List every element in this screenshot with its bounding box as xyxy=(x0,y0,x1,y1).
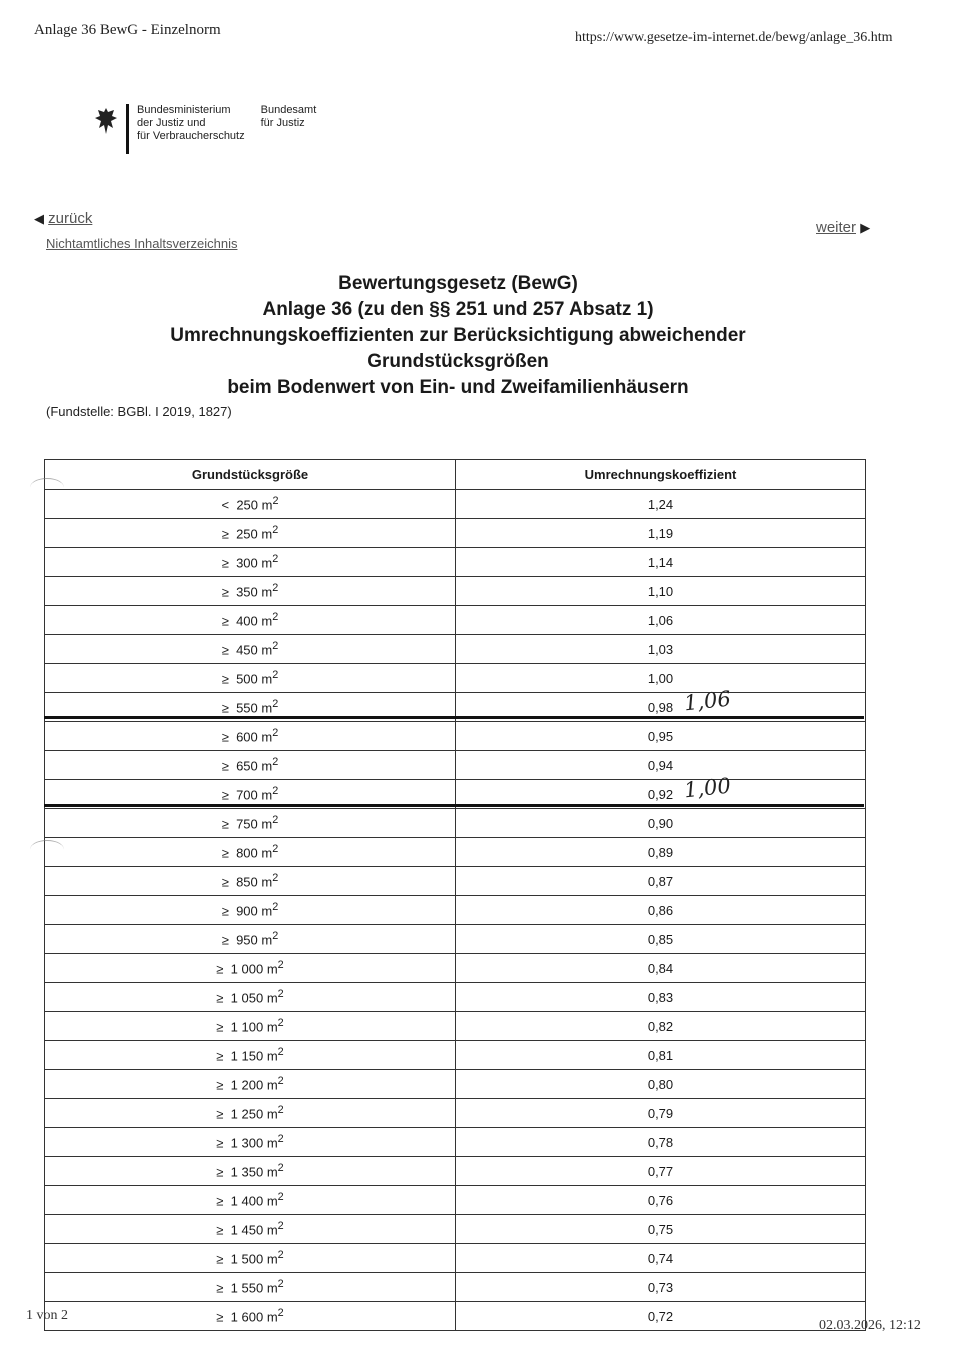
size-unit: m xyxy=(261,613,273,629)
size-unit: m xyxy=(266,961,278,977)
size-value: 1 100 xyxy=(230,1019,264,1035)
unit-exponent: 2 xyxy=(277,1249,284,1262)
size-operator: ≥ xyxy=(216,990,224,1006)
table-row xyxy=(45,838,866,867)
size-unit: m xyxy=(261,555,273,571)
table-row xyxy=(45,490,866,519)
title-line-5: beim Bodenwert von Ein- und Zweifamilienhäusern xyxy=(227,377,689,398)
size-cell xyxy=(45,1041,456,1070)
table-row xyxy=(45,925,866,954)
unit-exponent: 2 xyxy=(272,582,279,595)
size-value: 450 xyxy=(236,642,258,658)
coefficient-value: 0,92 xyxy=(647,786,674,802)
unit-exponent: 2 xyxy=(277,1133,284,1146)
handwritten-note: 1,00 xyxy=(682,773,732,803)
size-unit: m xyxy=(261,787,273,803)
size-operator: ≥ xyxy=(221,903,229,919)
size-cell xyxy=(45,1012,456,1041)
coefficient-value: 0,86 xyxy=(647,902,674,918)
back-link[interactable]: zurück xyxy=(48,210,93,227)
size-operator: ≥ xyxy=(221,526,229,542)
eagle-icon xyxy=(94,106,118,136)
unit-exponent: 2 xyxy=(272,814,279,827)
coefficient-value: 0,80 xyxy=(647,1076,674,1092)
punch-hole-top xyxy=(30,478,64,497)
size-unit: m xyxy=(266,1251,278,1267)
size-cell xyxy=(45,722,456,751)
coefficient-cell xyxy=(456,1273,866,1302)
table-row xyxy=(45,635,866,664)
size-unit: m xyxy=(261,671,273,687)
size-unit: m xyxy=(266,1077,278,1093)
unit-exponent: 2 xyxy=(277,1046,284,1059)
size-value: 900 xyxy=(236,903,258,919)
size-value: 1 150 xyxy=(230,1048,264,1064)
size-unit: m xyxy=(266,1309,278,1325)
unit-exponent: 2 xyxy=(272,698,279,711)
coefficient-value: 0,78 xyxy=(647,1134,674,1150)
unit-exponent: 2 xyxy=(272,756,279,769)
coefficient-cell xyxy=(456,548,866,577)
size-operator: ≥ xyxy=(221,729,229,745)
unit-exponent: 2 xyxy=(272,727,279,740)
arrow-right-icon: ▶ xyxy=(860,220,871,235)
size-unit: m xyxy=(266,1280,278,1296)
size-cell xyxy=(45,1273,456,1302)
size-operator: ≥ xyxy=(221,671,229,687)
size-unit: m xyxy=(261,758,273,774)
size-cell xyxy=(45,577,456,606)
title-line-4: Grundstücksgrößen xyxy=(367,351,549,372)
unit-exponent: 2 xyxy=(277,1075,284,1088)
table-row xyxy=(45,1244,866,1273)
header-size: Grundstücksgröße xyxy=(45,460,456,490)
punch-hole-bottom xyxy=(30,840,64,859)
size-unit: m xyxy=(261,526,273,542)
size-operator: ≥ xyxy=(216,1222,224,1238)
size-unit: m xyxy=(266,1135,278,1151)
size-cell xyxy=(45,925,456,954)
unit-exponent: 2 xyxy=(272,872,279,885)
size-value: 550 xyxy=(236,700,258,716)
table-row xyxy=(45,1070,866,1099)
coefficient-value: 0,73 xyxy=(647,1279,674,1295)
size-cell xyxy=(45,867,456,896)
coefficient-cell xyxy=(456,722,866,751)
table-row xyxy=(45,1157,866,1186)
coefficient-cell xyxy=(456,1157,866,1186)
table-row xyxy=(45,519,866,548)
next-link[interactable]: weiter xyxy=(816,219,857,236)
coefficient-cell xyxy=(456,925,866,954)
size-operator: ≥ xyxy=(221,816,229,832)
table-row xyxy=(45,722,866,751)
size-cell xyxy=(45,983,456,1012)
size-unit: m xyxy=(266,1193,278,1209)
table-row xyxy=(45,1302,866,1331)
coefficient-value: 0,90 xyxy=(647,815,674,831)
size-operator: ≥ xyxy=(221,584,229,600)
coefficient-cell xyxy=(456,751,866,780)
size-cell xyxy=(45,1099,456,1128)
size-operator: ≥ xyxy=(216,1164,224,1180)
size-value: 1 350 xyxy=(230,1164,264,1180)
unit-exponent: 2 xyxy=(272,553,279,566)
size-operator: ≥ xyxy=(221,787,229,803)
size-cell xyxy=(45,1157,456,1186)
coefficient-cell xyxy=(456,1070,866,1099)
coefficient-value: 0,89 xyxy=(647,844,674,860)
size-value: 1 300 xyxy=(230,1135,264,1151)
fundstelle: (Fundstelle: BGBl. I 2019, 1827) xyxy=(46,404,232,419)
size-operator: ≥ xyxy=(221,874,229,890)
size-operator: ≥ xyxy=(221,555,229,571)
size-unit: m xyxy=(261,584,273,600)
size-value: 1 550 xyxy=(230,1280,264,1296)
size-operator: ≥ xyxy=(216,961,224,977)
size-value: 750 xyxy=(236,816,258,832)
coefficient-cell xyxy=(456,606,866,635)
unit-exponent: 2 xyxy=(272,669,279,682)
size-value: 350 xyxy=(236,584,258,600)
coefficient-value: 0,87 xyxy=(647,873,674,889)
unit-exponent: 2 xyxy=(277,1307,284,1320)
size-unit: m xyxy=(266,1019,278,1035)
coefficient-value: 0,77 xyxy=(647,1163,674,1179)
size-operator: ≥ xyxy=(221,700,229,716)
size-cell xyxy=(45,1244,456,1273)
size-unit: m xyxy=(266,1048,278,1064)
unit-exponent: 2 xyxy=(277,1162,284,1175)
size-operator: ≥ xyxy=(216,1135,224,1151)
size-unit: m xyxy=(261,874,273,890)
size-unit: m xyxy=(266,990,278,1006)
size-operator: ≥ xyxy=(216,1280,224,1296)
arrow-left-icon: ◀ xyxy=(34,211,44,226)
size-operator: ≥ xyxy=(221,758,229,774)
size-operator: ≥ xyxy=(216,1309,224,1325)
coefficient-value: 1,06 xyxy=(647,612,674,628)
coefficient-cell xyxy=(456,809,866,838)
size-cell xyxy=(45,519,456,548)
table-row xyxy=(45,1215,866,1244)
next-nav[interactable] xyxy=(816,219,870,236)
handwritten-line-700 xyxy=(44,804,864,807)
unit-exponent: 2 xyxy=(272,930,279,943)
table-row xyxy=(45,1099,866,1128)
size-value: 800 xyxy=(236,845,258,861)
unit-exponent: 2 xyxy=(272,901,279,914)
size-cell xyxy=(45,809,456,838)
coefficient-cell xyxy=(456,635,866,664)
unit-exponent: 2 xyxy=(272,843,279,856)
coefficient-cell xyxy=(456,1041,866,1070)
unit-exponent: 2 xyxy=(277,1278,284,1291)
size-operator: ≥ xyxy=(216,1251,224,1267)
size-operator: ≥ xyxy=(216,1193,224,1209)
size-operator: ≥ xyxy=(221,642,229,658)
header-coefficient: Umrechnungskoeffizient xyxy=(456,460,866,490)
unit-exponent: 2 xyxy=(277,959,284,972)
size-value: 850 xyxy=(236,874,258,890)
coefficient-cell xyxy=(456,838,866,867)
coefficient-cell xyxy=(456,896,866,925)
size-unit: m xyxy=(261,642,273,658)
size-operator: ≥ xyxy=(216,1019,224,1035)
size-operator: ≥ xyxy=(216,1106,224,1122)
logo-divider xyxy=(126,104,129,154)
coefficient-value: 1,10 xyxy=(647,583,674,599)
coefficient-cell xyxy=(456,577,866,606)
size-cell xyxy=(45,896,456,925)
size-value: 1 250 xyxy=(230,1106,264,1122)
unit-exponent: 2 xyxy=(272,785,279,798)
table-row xyxy=(45,1041,866,1070)
unit-exponent: 2 xyxy=(277,1104,284,1117)
table-row xyxy=(45,1273,866,1302)
size-cell xyxy=(45,954,456,983)
coefficient-cell xyxy=(456,1215,866,1244)
size-value: 500 xyxy=(236,671,258,687)
page-title xyxy=(100,271,816,401)
size-cell xyxy=(45,1186,456,1215)
size-value: 1 050 xyxy=(230,990,264,1006)
size-operator: ≥ xyxy=(221,613,229,629)
unit-exponent: 2 xyxy=(277,1191,284,1204)
size-cell xyxy=(45,751,456,780)
size-cell xyxy=(45,1302,456,1331)
table-row xyxy=(45,983,866,1012)
size-cell xyxy=(45,664,456,693)
coefficient-value: 1,24 xyxy=(647,496,674,512)
coefficient-cell xyxy=(456,867,866,896)
unit-exponent: 2 xyxy=(272,611,279,624)
coefficient-value: 0,79 xyxy=(647,1105,674,1121)
size-operator: ≥ xyxy=(216,1048,224,1064)
coefficient-cell xyxy=(456,664,866,693)
size-cell xyxy=(45,838,456,867)
size-operator: ≥ xyxy=(221,845,229,861)
coefficient-value: 0,82 xyxy=(647,1018,674,1034)
coefficient-value: 0,85 xyxy=(647,931,674,947)
table-row xyxy=(45,1012,866,1041)
coefficient-value: 0,95 xyxy=(647,728,674,744)
size-unit: m xyxy=(261,903,273,919)
size-unit: m xyxy=(261,700,273,716)
coefficient-value: 0,98 xyxy=(647,699,674,715)
size-value: 1 400 xyxy=(230,1193,264,1209)
coefficient-value: 1,03 xyxy=(647,641,674,657)
table-row xyxy=(45,606,866,635)
back-nav[interactable] xyxy=(34,210,92,227)
size-cell xyxy=(45,635,456,664)
handwritten-note: 1,06 xyxy=(682,686,732,716)
size-cell xyxy=(45,548,456,577)
size-value: 600 xyxy=(236,729,258,745)
handwritten-line-550 xyxy=(44,716,864,719)
coefficient-cell xyxy=(456,1012,866,1041)
size-unit: m xyxy=(261,729,273,745)
title-line-2: Anlage 36 (zu den §§ 251 und 257 Absatz 1) xyxy=(262,299,654,320)
office-name: Bundesamt für Justiz xyxy=(260,104,317,129)
table-row xyxy=(45,809,866,838)
coefficient-cell xyxy=(456,519,866,548)
size-value: 400 xyxy=(236,613,258,629)
table-row xyxy=(45,548,866,577)
table-row xyxy=(45,1128,866,1157)
table-row xyxy=(45,954,866,983)
size-value: 1 500 xyxy=(230,1251,264,1267)
size-value: 950 xyxy=(236,932,258,948)
print-datetime: 02.03.2026, 12:12 xyxy=(819,1318,921,1333)
coefficient-cell xyxy=(456,983,866,1012)
ministry-name: Bundesministerium der Justiz und für Verbraucherschutz xyxy=(137,104,245,142)
unit-exponent: 2 xyxy=(277,1017,284,1030)
coefficient-value: 1,00 xyxy=(647,670,674,686)
page-number: 1 von 2 xyxy=(26,1308,68,1323)
size-operator: ≥ xyxy=(216,1077,224,1093)
size-unit: m xyxy=(261,816,273,832)
print-header-url: https://www.gesetze-im-internet.de/bewg/anlage_36.htm xyxy=(575,30,893,45)
size-cell xyxy=(45,1128,456,1157)
coefficient-table xyxy=(44,459,866,1331)
coefficient-cell xyxy=(456,1302,866,1331)
unit-exponent: 2 xyxy=(277,988,284,1001)
size-operator: < xyxy=(221,497,230,513)
size-value: 1 200 xyxy=(230,1077,264,1093)
table-row xyxy=(45,1186,866,1215)
coefficient-value: 0,81 xyxy=(647,1047,674,1063)
size-unit: m xyxy=(261,932,273,948)
table-row xyxy=(45,867,866,896)
table-row xyxy=(45,751,866,780)
size-value: 650 xyxy=(236,758,258,774)
size-value: 700 xyxy=(236,787,258,803)
size-value: 250 xyxy=(236,526,258,542)
size-operator: ≥ xyxy=(221,932,229,948)
coefficient-value: 0,94 xyxy=(647,757,674,773)
coefficient-cell xyxy=(456,490,866,519)
coefficient-value: 0,76 xyxy=(647,1192,674,1208)
coefficient-cell xyxy=(456,954,866,983)
coefficient-value: 0,74 xyxy=(647,1250,674,1266)
coefficient-value: 0,72 xyxy=(647,1308,674,1324)
unit-exponent: 2 xyxy=(272,495,279,508)
table-row xyxy=(45,896,866,925)
coefficient-value: 0,83 xyxy=(647,989,674,1005)
title-line-3: Umrechnungskoeffizienten zur Berücksichtigung abweichender xyxy=(170,325,746,346)
toc-link[interactable]: Nichtamtliches Inhaltsverzeichnis xyxy=(46,236,238,251)
size-cell xyxy=(45,1070,456,1099)
coefficient-cell xyxy=(456,1099,866,1128)
size-unit: m xyxy=(266,1106,278,1122)
print-header-title: Anlage 36 BewG - Einzelnorm xyxy=(34,22,221,38)
coefficient-value: 1,14 xyxy=(647,554,674,570)
size-unit: m xyxy=(261,845,273,861)
coefficient-cell xyxy=(456,1244,866,1273)
size-cell xyxy=(45,1215,456,1244)
coefficient-value: 1,19 xyxy=(647,525,674,541)
size-unit: m xyxy=(266,1164,278,1180)
unit-exponent: 2 xyxy=(277,1220,284,1233)
size-cell xyxy=(45,490,456,519)
coefficient-cell xyxy=(456,1186,866,1215)
ministry-logo xyxy=(94,104,316,156)
size-unit: m xyxy=(266,1222,278,1238)
size-value: 300 xyxy=(236,555,258,571)
coefficient-value: 0,75 xyxy=(647,1221,674,1237)
table-row xyxy=(45,577,866,606)
unit-exponent: 2 xyxy=(272,640,279,653)
size-value: 1 000 xyxy=(230,961,264,977)
size-cell xyxy=(45,606,456,635)
coefficient-cell xyxy=(456,1128,866,1157)
size-value: 250 xyxy=(236,497,259,513)
unit-exponent: 2 xyxy=(272,524,279,537)
table-row xyxy=(45,664,866,693)
coefficient-value: 0,84 xyxy=(647,960,674,976)
size-unit: m xyxy=(261,497,273,513)
size-value: 1 450 xyxy=(230,1222,264,1238)
title-line-1: Bewertungsgesetz (BewG) xyxy=(338,273,578,294)
size-value: 1 600 xyxy=(230,1309,264,1325)
